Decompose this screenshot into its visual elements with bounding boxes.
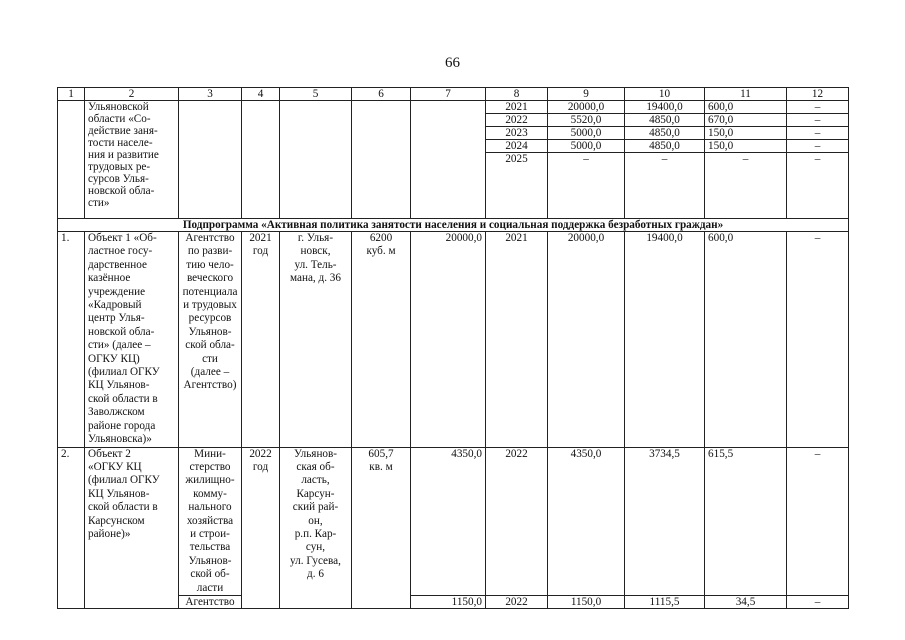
table-cell bbox=[242, 595, 280, 608]
value-cell: – bbox=[787, 127, 849, 140]
col-header: 7 bbox=[411, 88, 486, 101]
total-cell: – bbox=[548, 153, 625, 219]
table-cell bbox=[58, 101, 85, 219]
total-cell: 5000,0 bbox=[548, 140, 625, 153]
col-header: 8 bbox=[486, 88, 548, 101]
customer-cell: Агентство по разви- тию чело- веческого потенциала и трудовых ресурсов Ульянов- ской обла- сти (далее – Агентство) bbox=[179, 232, 242, 448]
value-cell: – bbox=[787, 114, 849, 127]
page-number: 66 bbox=[445, 55, 460, 71]
value-cell: 19400,0 bbox=[625, 101, 705, 114]
table-cell bbox=[411, 101, 486, 219]
value-cell: – bbox=[787, 595, 849, 608]
value-cell: 615,5 bbox=[705, 447, 787, 595]
value-cell: – bbox=[625, 153, 705, 219]
total-cell: 5520,0 bbox=[548, 114, 625, 127]
cost-cell: 4350,0 bbox=[411, 447, 486, 595]
row-number: 1. bbox=[58, 232, 85, 448]
table-row bbox=[58, 595, 849, 608]
customer-cell: Мини- стерство жилищно- комму- нального хозяйства и строи- тельства Ульянов- ской об- ласти bbox=[179, 447, 242, 595]
col-header: 5 bbox=[280, 88, 352, 101]
col-header: 4 bbox=[242, 88, 280, 101]
table-cell bbox=[280, 101, 352, 219]
table-cell bbox=[352, 101, 411, 219]
cost-cell: 20000,0 bbox=[411, 232, 486, 448]
year-cell: 2021 год bbox=[242, 232, 280, 448]
object-name-cell: Объект 2 «ОГКУ КЦ (филиал ОГКУ КЦ Ульянов- ской области в Карсунском районе)» bbox=[85, 447, 179, 595]
capacity-cell: 605,7 кв. м bbox=[352, 447, 411, 595]
col-header: 11 bbox=[705, 88, 787, 101]
value-cell: – bbox=[787, 232, 849, 448]
table-cell bbox=[242, 101, 280, 219]
value-cell: – bbox=[787, 447, 849, 595]
total-cell: 20000,0 bbox=[548, 232, 625, 448]
value-cell: 4850,0 bbox=[625, 127, 705, 140]
col-header: 10 bbox=[625, 88, 705, 101]
value-cell: 4850,0 bbox=[625, 114, 705, 127]
row-number: 2. bbox=[58, 447, 85, 595]
investment-table bbox=[57, 87, 849, 609]
year-cell: 2021 bbox=[486, 101, 548, 114]
col-header: 6 bbox=[352, 88, 411, 101]
value-cell: 19400,0 bbox=[625, 232, 705, 448]
object-name-cell: Объект 1 «Об- ластное госу- дарственное казённое учреждение «Кадровый центр Улья- новской обла- сти» (далее – ОГКУ КЦ) (филиал ОГКУ КЦ Ульянов- ской области в Заволжском районе города Ульяновска)» bbox=[85, 232, 179, 448]
value-cell: – bbox=[705, 153, 787, 219]
value-cell: 34,5 bbox=[705, 595, 787, 608]
year-cell: 2025 bbox=[486, 153, 548, 219]
table-cell bbox=[179, 101, 242, 219]
object-name-cell: Ульяновской области «Со- действие заня- тости населе- ния и развитие трудовых ре- сурсов Улья- новской обла- сти» bbox=[85, 101, 179, 219]
col-header: 1 bbox=[58, 88, 85, 101]
total-cell: 20000,0 bbox=[548, 101, 625, 114]
value-cell: – bbox=[787, 101, 849, 114]
value-cell: 4850,0 bbox=[625, 140, 705, 153]
year-cell: 2021 bbox=[486, 232, 548, 448]
subprogram-row bbox=[58, 219, 849, 232]
col-header: 12 bbox=[787, 88, 849, 101]
value-cell: 3734,5 bbox=[625, 447, 705, 595]
year-cell: 2022 bbox=[486, 447, 548, 595]
cost-cell: 1150,0 bbox=[411, 595, 486, 608]
value-cell: 1115,5 bbox=[625, 595, 705, 608]
table-cell bbox=[85, 595, 179, 608]
year-cell: 2024 bbox=[486, 140, 548, 153]
year-cell: 2022 год bbox=[242, 447, 280, 595]
value-cell: 600,0 bbox=[705, 101, 787, 114]
table-row bbox=[58, 447, 849, 595]
table-row bbox=[58, 232, 849, 448]
year-cell: 2022 bbox=[486, 595, 548, 608]
value-cell: – bbox=[787, 140, 849, 153]
value-cell: – bbox=[787, 153, 849, 219]
col-header: 3 bbox=[179, 88, 242, 101]
col-header: 2 bbox=[85, 88, 179, 101]
total-cell: 4350,0 bbox=[548, 447, 625, 595]
value-cell: 150,0 bbox=[705, 140, 787, 153]
address-cell: Ульянов- ская об- ласть, Карсун- ский рай- он, р.п. Кар- сун, ул. Гусева, д. 6 bbox=[280, 447, 352, 595]
table-row bbox=[58, 101, 849, 114]
column-number-row bbox=[58, 88, 849, 101]
table-cell bbox=[352, 595, 411, 608]
total-cell: 5000,0 bbox=[548, 127, 625, 140]
year-cell: 2022 bbox=[486, 114, 548, 127]
value-cell: 150,0 bbox=[705, 127, 787, 140]
capacity-cell: 6200 куб. м bbox=[352, 232, 411, 448]
value-cell: 600,0 bbox=[705, 232, 787, 448]
value-cell: 670,0 bbox=[705, 114, 787, 127]
table-cell bbox=[58, 595, 85, 608]
subprogram-title: Подпрограмма «Активная политика занятости населения и социальная поддержка безработных граждан» bbox=[58, 219, 849, 232]
total-cell: 1150,0 bbox=[548, 595, 625, 608]
address-cell: г. Улья- новск, ул. Тель- мана, д. 36 bbox=[280, 232, 352, 448]
table-cell bbox=[280, 595, 352, 608]
customer-cell: Агентство bbox=[179, 595, 242, 608]
col-header: 9 bbox=[548, 88, 625, 101]
year-cell: 2023 bbox=[486, 127, 548, 140]
